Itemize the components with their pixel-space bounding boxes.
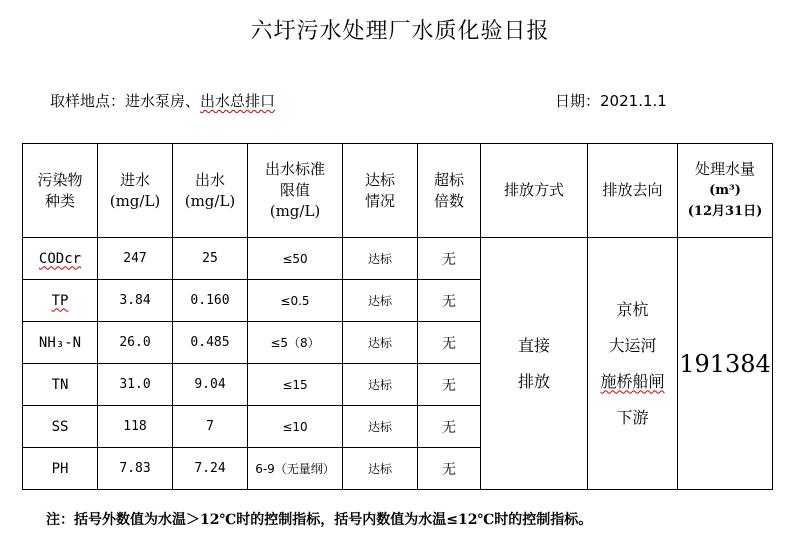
inflow-value: 247 bbox=[98, 238, 173, 280]
pollutant-name: NH₃-N bbox=[23, 322, 98, 364]
sampling-location-value-b: 出水总排口 bbox=[200, 92, 276, 110]
footnote: 注：括号外数值为水温＞12℃时的控制指标，括号内数值为水温≤12℃时的控制指标。 bbox=[46, 512, 593, 528]
header-volume: 处理水量 (m³) (12月31日) bbox=[678, 144, 773, 238]
status-value: 达标 bbox=[343, 406, 418, 448]
inflow-value: 3.84 bbox=[98, 280, 173, 322]
exceed-value: 无 bbox=[418, 280, 481, 322]
discharge-destination: 京杭 大运河 施桥船闸 下游 bbox=[588, 238, 678, 490]
water-quality-table bbox=[22, 143, 773, 490]
limit-value: ≤15 bbox=[248, 364, 343, 406]
pollutant-name: SS bbox=[23, 406, 98, 448]
outflow-value: 0.160 bbox=[173, 280, 248, 322]
status-value: 达标 bbox=[343, 364, 418, 406]
header-status: 达标 情况 bbox=[343, 144, 418, 238]
outflow-value: 7.24 bbox=[173, 448, 248, 490]
inflow-value: 31.0 bbox=[98, 364, 173, 406]
sampling-location-value-a: 进水泵房、 bbox=[125, 92, 201, 110]
header-method: 排放方式 bbox=[481, 144, 588, 238]
report-date-value: 2021.1.1 bbox=[600, 92, 667, 110]
pollutant-name: PH bbox=[23, 448, 98, 490]
status-value: 达标 bbox=[343, 448, 418, 490]
outflow-value: 9.04 bbox=[173, 364, 248, 406]
exceed-value: 无 bbox=[418, 238, 481, 280]
status-value: 达标 bbox=[343, 280, 418, 322]
limit-value: ≤50 bbox=[248, 238, 343, 280]
header-outflow: 出水 (mg/L) bbox=[173, 144, 248, 238]
limit-value: 6-9（无量纲） bbox=[248, 448, 343, 490]
exceed-value: 无 bbox=[418, 322, 481, 364]
pollutant-name: TN bbox=[23, 364, 98, 406]
exceed-value: 无 bbox=[418, 448, 481, 490]
table-row bbox=[23, 238, 773, 280]
exceed-value: 无 bbox=[418, 364, 481, 406]
status-value: 达标 bbox=[343, 322, 418, 364]
header-pollutant: 污染物 种类 bbox=[23, 144, 98, 238]
exceed-value: 无 bbox=[418, 406, 481, 448]
limit-value: ≤0.5 bbox=[248, 280, 343, 322]
limit-value: ≤10 bbox=[248, 406, 343, 448]
discharge-method: 直接 排放 bbox=[481, 238, 588, 490]
inflow-value: 118 bbox=[98, 406, 173, 448]
report-date bbox=[555, 90, 667, 111]
status-value: 达标 bbox=[343, 238, 418, 280]
outflow-value: 25 bbox=[173, 238, 248, 280]
header-limit: 出水标准 限值 (mg/L) bbox=[248, 144, 343, 238]
treated-volume: 191384 bbox=[678, 238, 773, 490]
report-title: 六圩污水处理厂水质化验日报 bbox=[250, 19, 550, 44]
header-destination: 排放去向 bbox=[588, 144, 678, 238]
sampling-location-label: 取样地点： bbox=[50, 92, 126, 110]
sampling-location bbox=[50, 90, 275, 111]
report-date-label: 日期： bbox=[555, 92, 601, 110]
limit-value: ≤5（8） bbox=[248, 322, 343, 364]
header-exceed: 超标 倍数 bbox=[418, 144, 481, 238]
table-header-row bbox=[23, 144, 773, 238]
pollutant-name: TP bbox=[23, 280, 98, 322]
outflow-value: 0.485 bbox=[173, 322, 248, 364]
header-inflow: 进水 (mg/L) bbox=[98, 144, 173, 238]
outflow-value: 7 bbox=[173, 406, 248, 448]
inflow-value: 26.0 bbox=[98, 322, 173, 364]
inflow-value: 7.83 bbox=[98, 448, 173, 490]
pollutant-name: CODcr bbox=[23, 238, 98, 280]
